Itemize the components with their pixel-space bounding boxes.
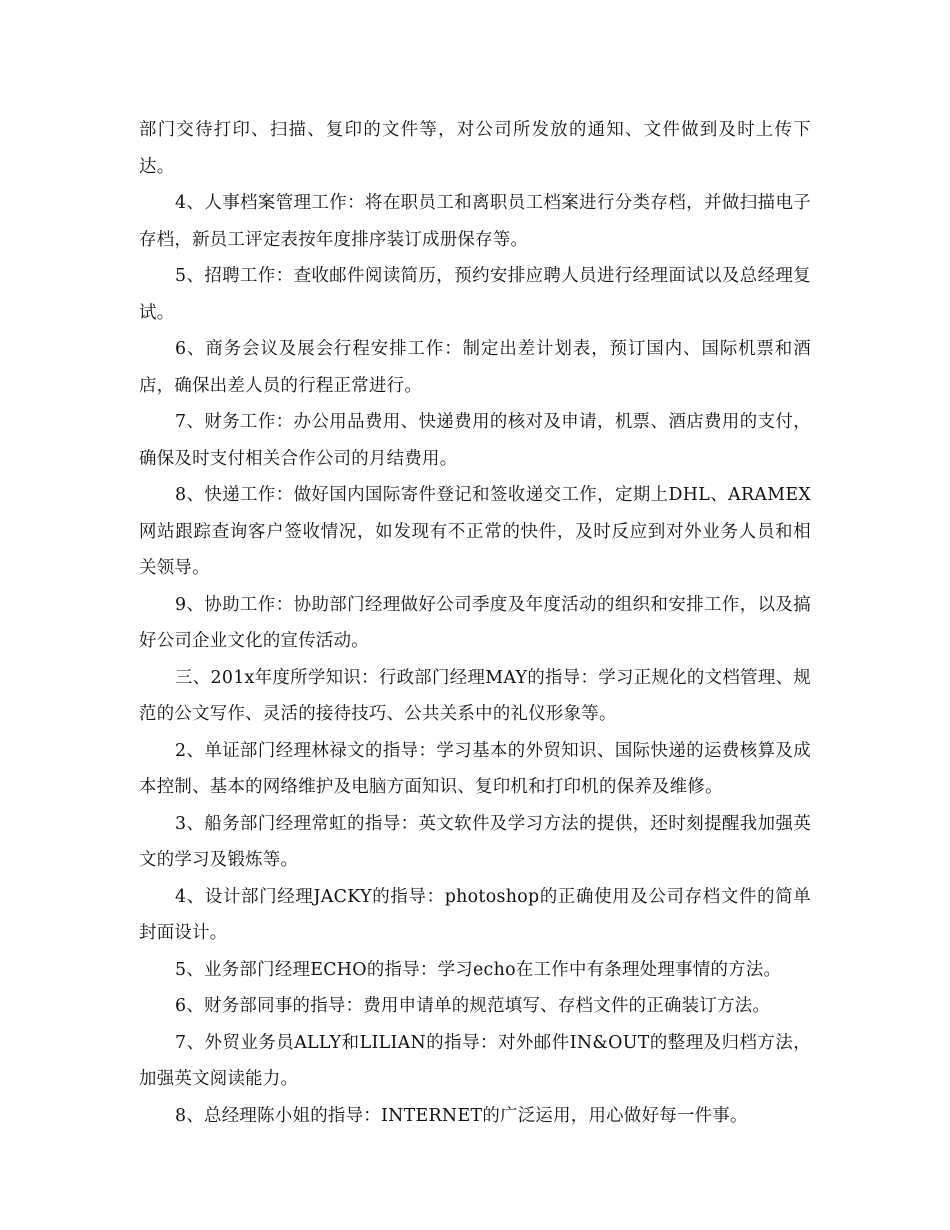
paragraph-finance: 7、财务工作：办公用品费用、快递费用的核对及申请，机票、酒店费用的支付，确保及时支付相关合作公司的月结费用。 bbox=[139, 412, 811, 469]
paragraph-knowledge-design: 4、设计部门经理JACKY的指导：photoshop的正确使用及公司存档文件的简单封面设计。 bbox=[139, 886, 811, 943]
paragraph-knowledge-trade: 7、外贸业务员ALLY和LILIAN的指导：对外邮件IN&OUT的整理及归档方法，加强英文阅读能力。 bbox=[139, 1032, 811, 1089]
paragraph-knowledge-sales: 5、业务部门经理ECHO的指导：学习echo在工作中有条理处理事情的方法。 bbox=[175, 959, 782, 980]
paragraph-knowledge-finance: 6、财务部同事的指导：费用申请单的规范填写、存档文件的正确装订方法。 bbox=[175, 996, 771, 1016]
document-body bbox=[139, 112, 811, 1134]
paragraph-knowledge-admin: 三、201x年度所学知识：行政部门经理MAY的指导：学习正规化的文档管理、规范的公文写作、灵活的接待技巧、公共关系中的礼仪形象等。 bbox=[139, 667, 811, 724]
paragraph-recruitment: 5、招聘工作：查收邮件阅读简历，预约安排应聘人员进行经理面试以及总经理复试。 bbox=[139, 266, 811, 323]
paragraph-knowledge-shipping: 3、船务部门经理常虹的指导：英文软件及学习方法的提供，还时刻提醒我加强英文的学习及锻炼等。 bbox=[139, 813, 811, 870]
paragraph-knowledge-gm: 8、总经理陈小姐的指导：INTERNET的广泛运用，用心做好每一件事。 bbox=[175, 1105, 748, 1126]
paragraph-personnel-files: 4、人事档案管理工作：将在职员工和离职员工档案进行分类存档，并做扫描电子存档，新员工评定表按年度排序装订成册保存等。 bbox=[139, 193, 811, 250]
paragraph-business-travel: 6、商务会议及展会行程安排工作：制定出差计划表，预订国内、国际机票和酒店，确保出差人员的行程正常进行。 bbox=[139, 339, 811, 396]
paragraph-continuation: 部门交待打印、扫描、复印的文件等，对公司所发放的通知、文件做到及时上传下达。 bbox=[139, 120, 811, 177]
paragraph-knowledge-documents: 2、单证部门经理林禄文的指导：学习基本的外贸知识、国际快递的运费核算及成本控制、基本的网络维护及电脑方面知识、复印机和打印机的保养及维修。 bbox=[139, 740, 811, 797]
paragraph-assistance: 9、协助工作：协助部门经理做好公司季度及年度活动的组织和安排工作，以及搞好公司企业文化的宣传活动。 bbox=[139, 594, 811, 651]
paragraph-courier: 8、快递工作：做好国内国际寄件登记和签收递交工作，定期上DHL、ARAMEX网站跟踪查询客户签收情况，如发现有不正常的快件，及时反应到对外业务人员和相关领导。 bbox=[139, 485, 811, 578]
